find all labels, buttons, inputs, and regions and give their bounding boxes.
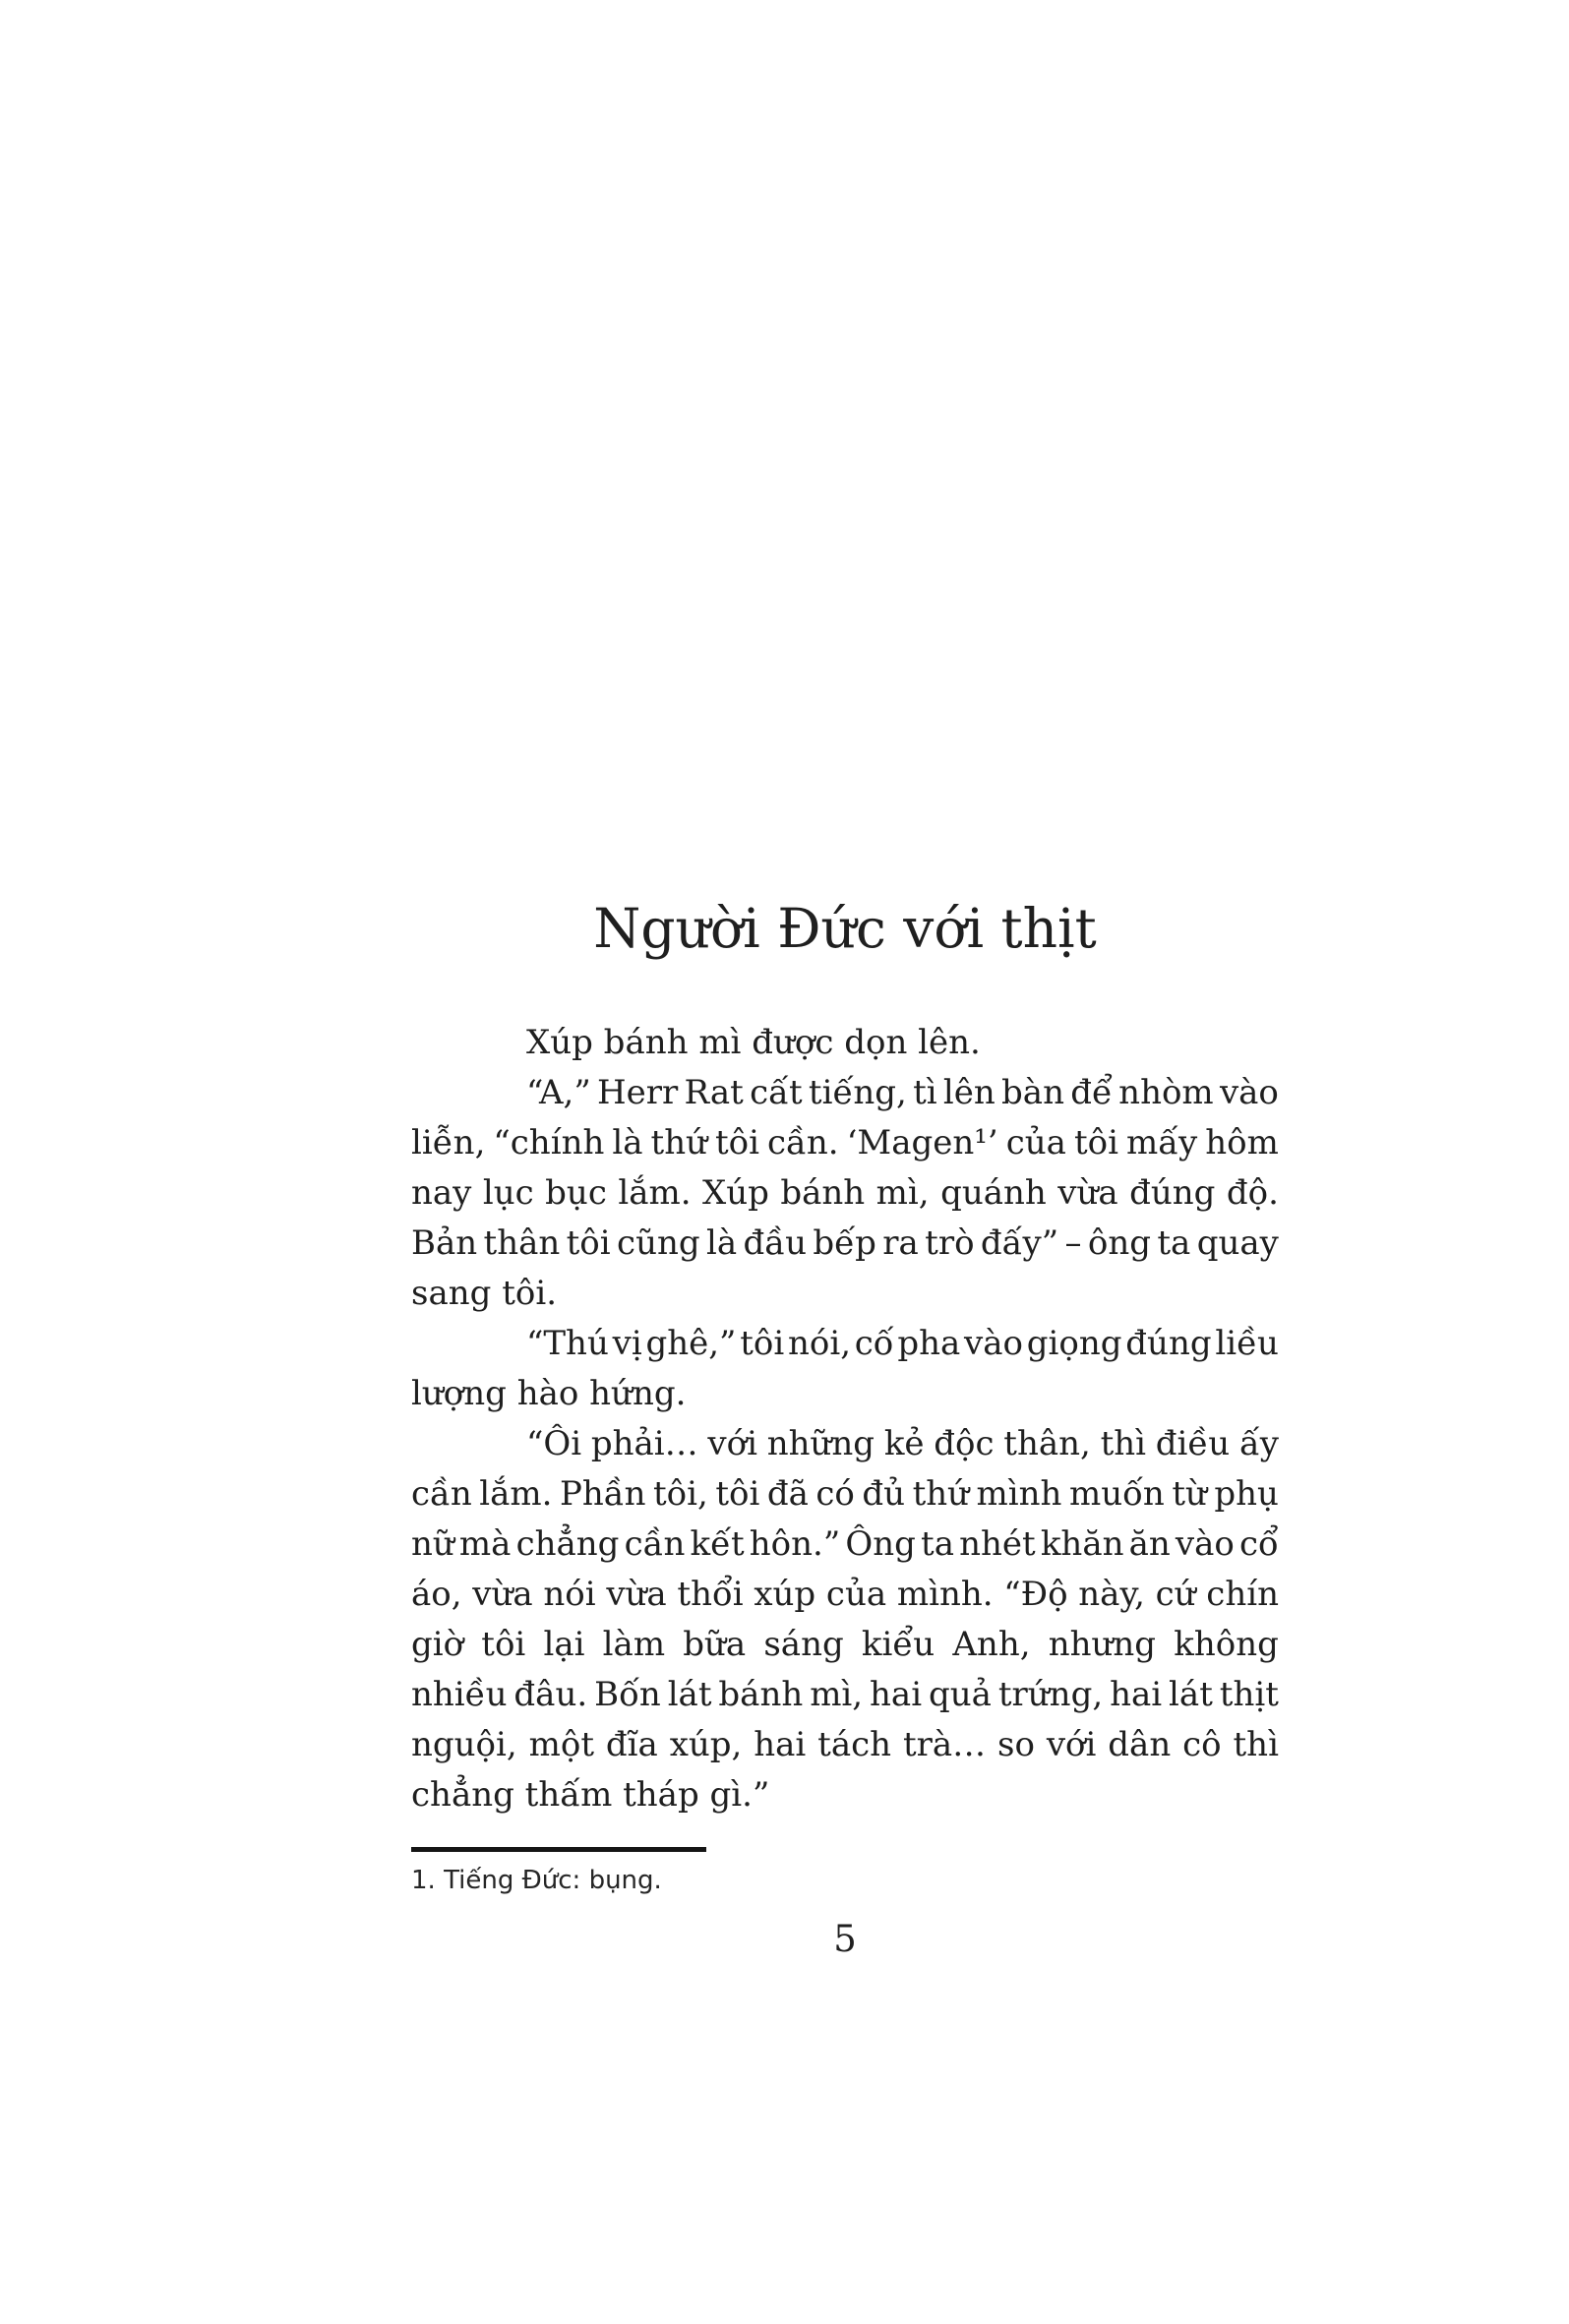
text-line: Xúp bánh mì được dọn lên. [526,1023,981,1062]
text-line: cần lắm. Phần tôi, tôi đã có đủ thứ mình muốn từ phụ [411,1474,1279,1514]
text-line: “Ôi phải… với những kẻ độc thân, thì điều ấy [526,1424,1279,1463]
body-text [411,1018,1279,1820]
text-line: nay lục bục lắm. Xúp bánh mì, quánh vừa đúng độ. [411,1173,1279,1213]
text-line: “Thú vị ghê,” tôi nói, cố pha vào giọng đúng liều [526,1324,1279,1363]
footnote-rule [411,1847,706,1852]
text-line: liễn, “chính là thứ tôi cần. ‘Magen¹’ của tôi mấy hôm [411,1123,1279,1162]
text-line: nhiều đâu. Bốn lát bánh mì, hai quả trứng, hai lát thịt [411,1675,1279,1714]
page-number: 5 [833,1918,857,1960]
text-line: lượng hào hứng. [411,1374,687,1413]
text-line: áo, vừa nói vừa thổi xúp của mình. “Độ này, cứ chín [411,1575,1279,1614]
footnote: 1. Tiếng Đức: bụng. [411,1866,662,1895]
text-line: nữ mà chẳng cần kết hôn.” Ông ta nhét khăn ăn vào cổ [411,1524,1279,1564]
text-line: Bản thân tôi cũng là đầu bếp ra trò đấy” – ông ta quay [411,1223,1279,1263]
text-line: chẳng thấm tháp gì.” [411,1775,770,1815]
chapter-title: Người Đức với thịt [593,897,1097,960]
text-line: sang tôi. [411,1274,558,1313]
text-line: nguội, một đĩa xúp, hai tách trà… so với dân cô thì [411,1725,1279,1764]
text-line: giờ tôi lại làm bữa sáng kiểu Anh, nhưng không [411,1625,1279,1664]
text-line: “A,” Herr Rat cất tiếng, tì lên bàn để nhòm vào [526,1073,1279,1112]
